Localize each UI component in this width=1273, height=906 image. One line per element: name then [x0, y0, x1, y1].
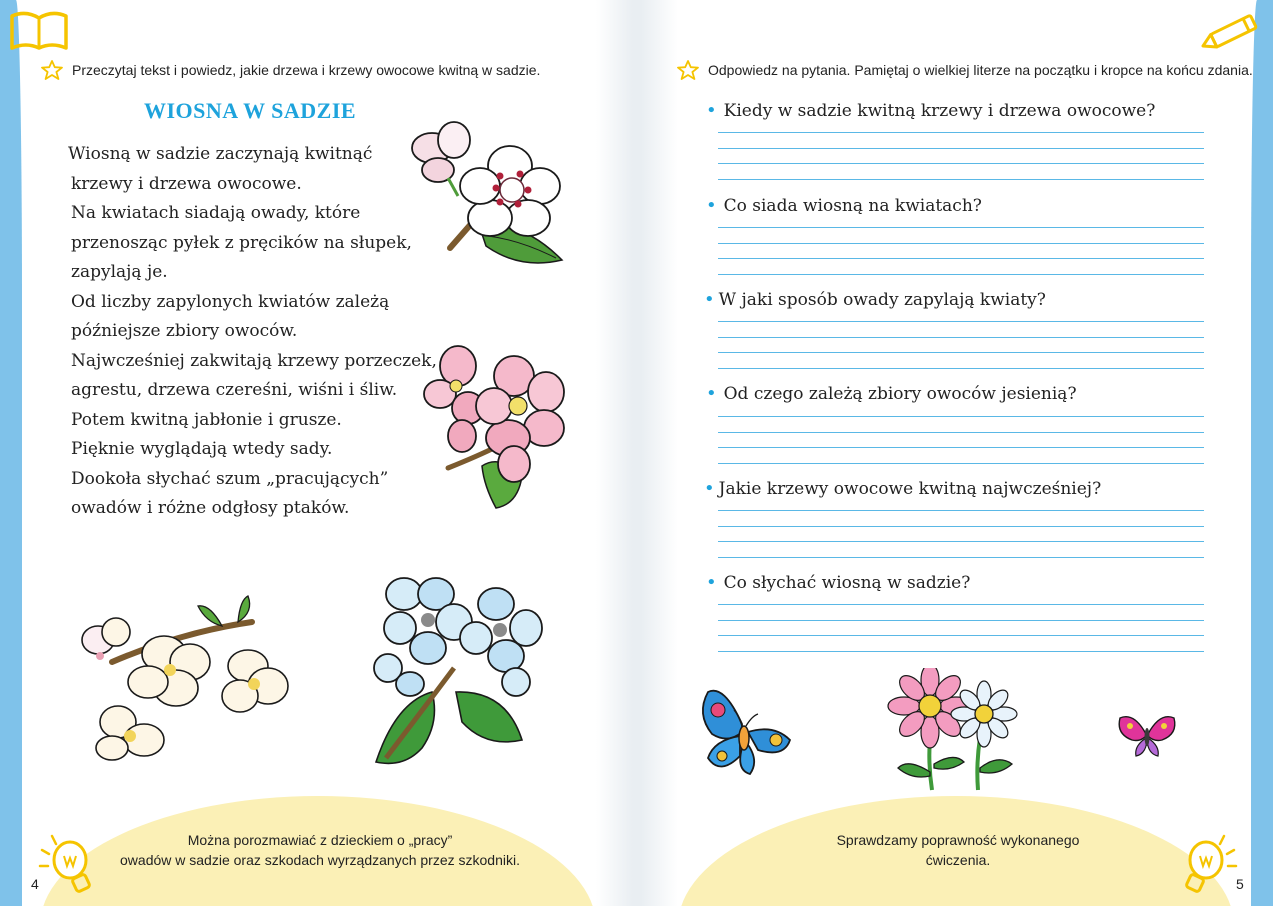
star-icon: [40, 60, 64, 80]
bullet-icon: •: [706, 383, 717, 404]
question: [706, 383, 1077, 404]
answer-field[interactable]: [718, 510, 1204, 560]
story-line: Dookoła słychać szum „pracujących”: [71, 468, 389, 489]
story-line: Potem kwitną jabłonie i grusze.: [71, 409, 342, 430]
light-bulb-icon: [1176, 832, 1240, 896]
question-text: Kiedy w sadzie kwitną krzewy i drzewa owocowe?: [723, 100, 1156, 121]
bullet-icon: •: [704, 478, 715, 499]
answer-field[interactable]: [718, 604, 1204, 654]
question-text: W jaki sposób owady zapylają kwiaty?: [718, 289, 1046, 310]
daisies-illustration: [868, 668, 1032, 792]
left-instruction-text: Przeczytaj tekst i powiedz, jakie drzewa i krzewy owocowe kwitną w sadzie.: [72, 62, 541, 78]
question: [706, 195, 982, 216]
bullet-icon: •: [704, 289, 715, 310]
left-instruction: [40, 60, 540, 80]
story-line: agrestu, drzewa czereśni, wiśni i śliw.: [71, 380, 398, 400]
question: [704, 478, 1101, 499]
blue-blossom-illustration: [366, 572, 548, 768]
story-text: [68, 140, 437, 524]
apple-blossom-illustration: [418, 336, 570, 512]
answer-field[interactable]: [718, 416, 1204, 466]
story-line: Wiosną w sadzie zaczynają kwitnąć: [68, 144, 373, 164]
right-note-line: ćwiczenia.: [925, 852, 991, 868]
question-text: Co słychać wiosną w sadzie?: [723, 572, 971, 593]
left-note-line: owadów w sadzie oraz szkodach wyrządzanych przez szkodniki.: [120, 852, 520, 868]
answer-field[interactable]: [718, 132, 1204, 182]
open-book-icon: [8, 10, 70, 52]
question-text: Co siada wiosną na kwiatach?: [723, 195, 982, 216]
left-parent-note: [110, 830, 530, 870]
star-icon: [676, 60, 700, 80]
blue-butterfly-illustration: [694, 684, 794, 780]
story-line: Od liczby zapylonych kwiatów zależą: [71, 291, 390, 312]
story-line: krzewy i drzewa owocowe.: [71, 173, 302, 194]
pink-butterfly-illustration: [1112, 710, 1182, 760]
story-title: WIOSNA W SADZIE: [144, 98, 357, 123]
story-line: zapylają je.: [71, 262, 168, 282]
story-line: późniejsze zbiory owoców.: [71, 321, 298, 341]
answer-field[interactable]: [718, 321, 1204, 371]
right-instruction: [676, 60, 1253, 80]
bullet-icon: •: [706, 100, 717, 121]
right-page-edge: [1251, 0, 1273, 906]
bullet-icon: •: [706, 195, 717, 216]
story-line: Najwcześniej zakwitają krzewy porzeczek,: [71, 350, 437, 371]
right-page-number: 5: [1236, 876, 1244, 892]
book-gutter: [596, 0, 678, 906]
light-bulb-icon: [36, 832, 100, 896]
right-instruction-text: Odpowiedz na pytania. Pamiętaj o wielkiej literze na początku i kropce na końcu zdania.: [708, 62, 1253, 78]
left-page-edge: [0, 0, 22, 906]
left-page-number: 4: [31, 876, 39, 892]
white-blossom-branch-illustration: [72, 592, 298, 764]
pencil-icon: [1198, 12, 1270, 52]
question: [704, 289, 1046, 310]
story-line: Pięknie wyglądają wtedy sady.: [71, 439, 333, 459]
right-parent-note: [788, 830, 1128, 870]
story-line: owadów i różne odgłosy ptaków.: [71, 498, 350, 518]
question: [706, 100, 1155, 121]
story-line: przenosząc pyłek z pręcików na słupek,: [71, 232, 412, 253]
story-line: Na kwiatach siadają owady, które: [71, 203, 361, 223]
cherry-blossom-illustration: [400, 118, 570, 270]
bullet-icon: •: [706, 572, 717, 593]
question: [706, 572, 970, 593]
answer-field[interactable]: [718, 227, 1204, 277]
question-text: Jakie krzewy owocowe kwitną najwcześniej?: [718, 478, 1102, 499]
question-text: Od czego zależą zbiory owoców jesienią?: [723, 383, 1077, 404]
right-note-line: Sprawdzamy poprawność wykonanego: [836, 832, 1080, 848]
left-note-line: Można porozmawiać z dzieckiem o „pracy”: [187, 832, 453, 848]
